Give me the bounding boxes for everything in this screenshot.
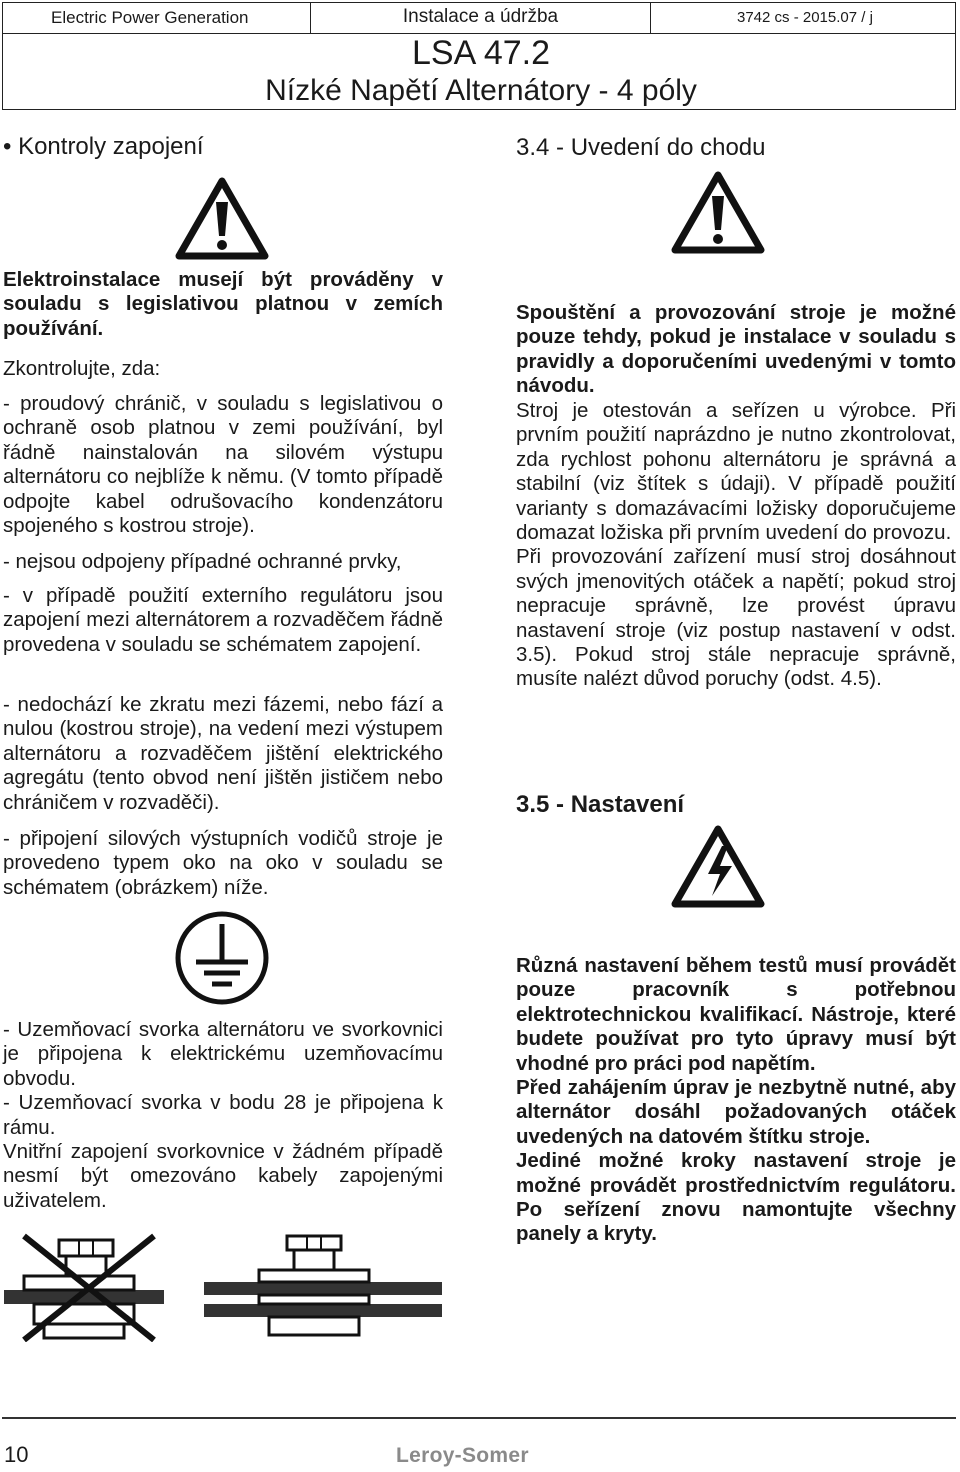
check-item-4: - nedochází ke zkratu mezi fázemi, nebo fází a nulou (kostrou stroje), na vedení mezi výstupem alternátoru a rozvaděčem jištění elektrického agregátu (tento obvod není jištěn jističem nebo chráničem v rozvaděči).: [3, 693, 443, 814]
high-voltage-icon: [670, 824, 766, 910]
header-docref: 3742 cs - 2015.07 / j: [737, 9, 873, 26]
warning-icon: [670, 170, 766, 256]
check-item-1: - proudový chránič, v souladu s legislativou o ochraně osob platnou v zemi používání, byl řádně nainstalován na silovém výstupu alternátoru co nejblíže k němu. (V tomto případě odpojte kabel odrušovacího kondenzátoru spojeného s kostrou stroje).: [3, 392, 443, 538]
settings-warning: Různá nastavení během testů musí provádět pouze pracovník s potřebnou elektrotechnickou kvalifikací. Nástroje, které budete používat pro tyto úpravy musí být vhodné pro práci pod napětím. Před zahájením úprav je nezbytně nutné, aby alternátor dosáhl požadovaných otáček uvedených na datovém štítku stroje. Jediné možné kroky nastavení stroje je možné provádět prostřednictvím regulátoru. Po seřízení znovu namontujte všechny panely a kryty.: [516, 954, 956, 1246]
check-item-2: - nejsou odpojeny případné ochranné prvky,: [3, 550, 402, 573]
ground-text: - Uzemňovací svorka alternátoru ve svorkovnici je připojena k elektrickému uzemňovacímu obvodu. - Uzemňovací svorka v bodu 28 je připojena k rámu. Vnitřní zapojení svorkovnice v žádném případě nesmí být omezováno kabely zapojenými uživatelem.: [3, 1018, 443, 1212]
cable-lug-connection-illustration: [4, 1232, 442, 1342]
warning-icon: [174, 176, 270, 262]
wiring-warning: Elektroinstalace musejí být prováděny v souladu s legislativou platnou v zemích používání.: [3, 268, 443, 340]
check-item-3: - v případě použití externího regulátoru jsou zapojení mezi alternátorem a rozvaděčem řádně provedena v souladu se schématem zapojení.: [3, 584, 443, 656]
page-number: 10: [4, 1442, 29, 1467]
check-item-5: - připojení silových výstupních vodičů stroje je provedeno typem oko na oko v souladu se schématem (obrázkem) níže.: [3, 827, 443, 899]
header-company: Electric Power Generation: [3, 3, 311, 33]
header-section: Instalace a údržba: [311, 3, 651, 33]
check-intro: Zkontrolujte, zda:: [3, 357, 161, 380]
header-subtitle: Nízké Napětí Alternátory - 4 póly: [265, 74, 697, 107]
heading-settings: 3.5 - Nastavení: [516, 791, 685, 818]
ground-symbol-icon: [174, 910, 270, 1006]
header-model: LSA 47.2: [411, 34, 550, 72]
startup-text: Stroj je otestován a seřízen u výrobce. Při prvním použití naprázdno je nutno zkontrolovat, zda rychlost pohonu alternátoru je správná a stabilní (viz štítek s údaji). V případě použití varianty s domazávacími ložisky doporučujeme domazat ložiska při prvním uvedení do provozu. Při provozování zařízení musí stroj dosáhnout svých jmenovitých otáček a napětí; pokud stroj nepracuje správně, lze provést úpravu nastavení stroje (viz postup nastavení v odst. 3.5). Pokud stroj stále nepracuje správně, musíte nalézt důvod poruchy (odst. 4.5).: [516, 399, 956, 691]
heading-startup: 3.4 - Uvedení do chodu: [516, 134, 766, 161]
startup-warning: Spouštění a provozování stroje je možné pouze tehdy, pokud je instalace v souladu s pravidly a doporučeními uvedenými v tomto návodu.: [516, 301, 956, 398]
brand-logo: Leroy-Somer: [396, 1444, 529, 1467]
left-heading: • Kontroly zapojení: [3, 133, 204, 160]
header-row: [3, 3, 955, 34]
page-header: [2, 2, 956, 110]
footer-rule: [2, 1417, 956, 1419]
